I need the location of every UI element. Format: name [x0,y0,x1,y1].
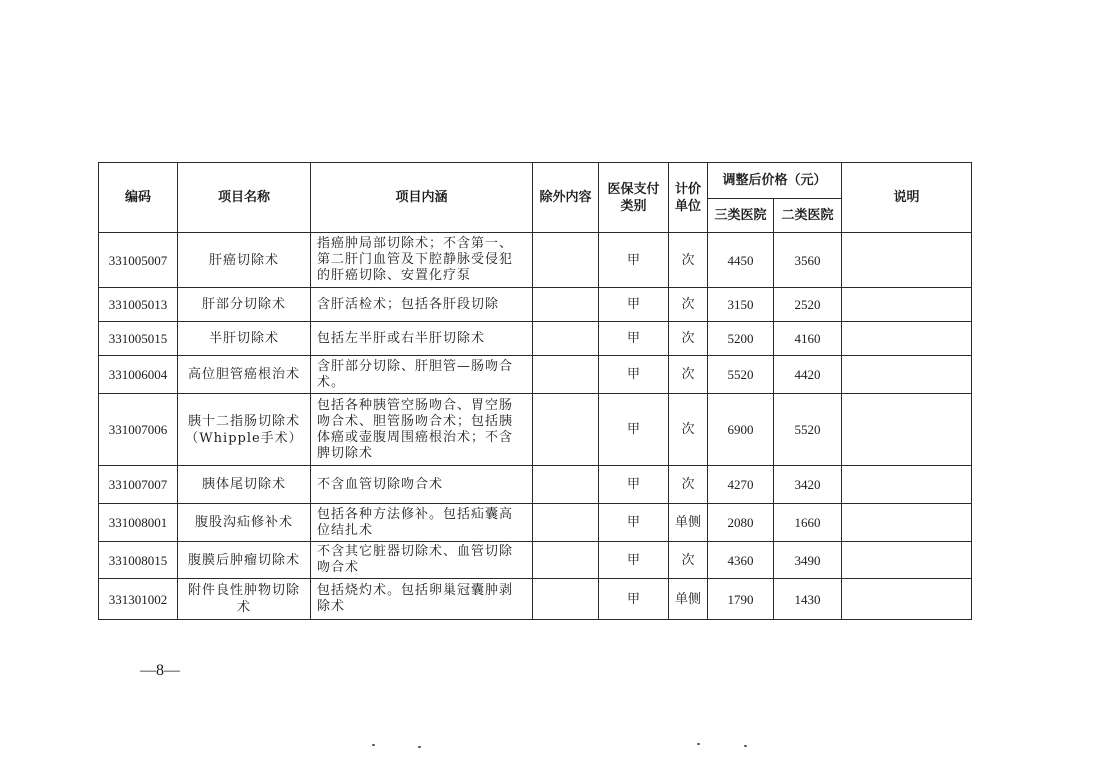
cell-code: 331008001 [99,504,178,542]
cell-unit: 单侧 [669,579,708,620]
cell-price-class2: 1430 [774,579,842,620]
cell-unit: 次 [669,288,708,322]
cell-notes [842,542,972,579]
cell-insurance: 甲 [599,356,669,394]
scan-speck [418,746,421,748]
cell-insurance: 甲 [599,504,669,542]
table-row [99,322,972,356]
cell-insurance: 甲 [599,288,669,322]
table-row [99,579,972,620]
cell-price-class3: 5200 [708,322,774,356]
page-number: —8— [140,662,180,679]
table-row [99,356,972,394]
cell-price-class3: 5520 [708,356,774,394]
cell-price-class3: 4270 [708,466,774,504]
cell-content: 不含其它脏器切除术、血管切除吻合术 [311,542,533,579]
cell-content: 包括左半肝或右半肝切除术 [311,322,533,356]
cell-content: 指癌肿局部切除术；不含第一、第二肝门血管及下腔静脉受侵犯的肝癌切除、安置化疗泵 [311,233,533,288]
cell-code: 331008015 [99,542,178,579]
cell-notes [842,466,972,504]
cell-content: 包括烧灼术。包括卵巢冠囊肿剥除术 [311,579,533,620]
cell-notes [842,233,972,288]
cell-excluded [533,322,599,356]
cell-price-class2: 1660 [774,504,842,542]
cell-name: 腹膜后肿瘤切除术 [178,542,311,579]
cell-price-class2: 4160 [774,322,842,356]
header-excluded: 除外内容 [533,163,599,233]
cell-insurance: 甲 [599,322,669,356]
cell-price-class3: 3150 [708,288,774,322]
cell-code: 331005013 [99,288,178,322]
header-content: 项目内涵 [311,163,533,233]
scan-speck [744,745,747,747]
cell-name: 高位胆管癌根治术 [178,356,311,394]
cell-excluded [533,466,599,504]
cell-excluded [533,233,599,288]
cell-name: 胰体尾切除术 [178,466,311,504]
cell-unit: 次 [669,394,708,466]
cell-insurance: 甲 [599,579,669,620]
table-body [99,233,972,620]
cell-excluded [533,542,599,579]
cell-notes [842,322,972,356]
cell-name: 胰十二指肠切除术（Whipple手术） [178,394,311,466]
cell-notes [842,356,972,394]
cell-unit: 次 [669,542,708,579]
fee-table [98,162,972,620]
cell-notes [842,394,972,466]
cell-name: 半肝切除术 [178,322,311,356]
cell-unit: 次 [669,233,708,288]
cell-code: 331007006 [99,394,178,466]
table-header [99,163,972,233]
table-row [99,542,972,579]
cell-price-class2: 4420 [774,356,842,394]
cell-insurance: 甲 [599,394,669,466]
cell-insurance: 甲 [599,542,669,579]
cell-unit: 次 [669,322,708,356]
header-price-class2: 二类医院 [774,199,842,233]
cell-unit: 单侧 [669,504,708,542]
cell-unit: 次 [669,356,708,394]
cell-code: 331007007 [99,466,178,504]
cell-code: 331005007 [99,233,178,288]
table-row [99,504,972,542]
header-code: 编码 [99,163,178,233]
cell-name: 肝部分切除术 [178,288,311,322]
cell-content: 不含血管切除吻合术 [311,466,533,504]
cell-notes [842,288,972,322]
cell-price-class2: 3420 [774,466,842,504]
header-price-class3: 三类医院 [708,199,774,233]
cell-excluded [533,394,599,466]
cell-name: 腹股沟疝修补术 [178,504,311,542]
cell-notes [842,579,972,620]
cell-excluded [533,579,599,620]
table-row [99,394,972,466]
cell-content: 包括各种胰管空肠吻合、胃空肠吻合术、胆管肠吻合术；包括胰体癌或壶腹周围癌根治术；不含脾切除术 [311,394,533,466]
cell-price-class3: 6900 [708,394,774,466]
header-name: 项目名称 [178,163,311,233]
table-row [99,288,972,322]
cell-code: 331006004 [99,356,178,394]
table-row [99,233,972,288]
cell-price-class3: 4360 [708,542,774,579]
cell-price-class2: 5520 [774,394,842,466]
cell-unit: 次 [669,466,708,504]
cell-content: 含肝部分切除、肝胆管—肠吻合术。 [311,356,533,394]
cell-excluded [533,288,599,322]
header-price-group: 调整后价格（元） [708,163,842,199]
cell-price-class3: 2080 [708,504,774,542]
cell-price-class3: 4450 [708,233,774,288]
table-row [99,466,972,504]
cell-price-class2: 3490 [774,542,842,579]
cell-content: 包括各种方法修补。包括疝囊高位结扎术 [311,504,533,542]
cell-name: 附件良性肿物切除术 [178,579,311,620]
cell-price-class3: 1790 [708,579,774,620]
cell-content: 含肝活检术；包括各肝段切除 [311,288,533,322]
cell-code: 331005015 [99,322,178,356]
cell-insurance: 甲 [599,233,669,288]
cell-excluded [533,504,599,542]
cell-price-class2: 2520 [774,288,842,322]
scan-speck [372,744,375,746]
scan-speck [697,743,700,745]
cell-insurance: 甲 [599,466,669,504]
cell-excluded [533,356,599,394]
cell-notes [842,504,972,542]
cell-name: 肝癌切除术 [178,233,311,288]
header-insurance: 医保支付类别 [599,163,669,233]
header-notes: 说明 [842,163,972,233]
cell-price-class2: 3560 [774,233,842,288]
cell-code: 331301002 [99,579,178,620]
header-unit: 计价单位 [669,163,708,233]
